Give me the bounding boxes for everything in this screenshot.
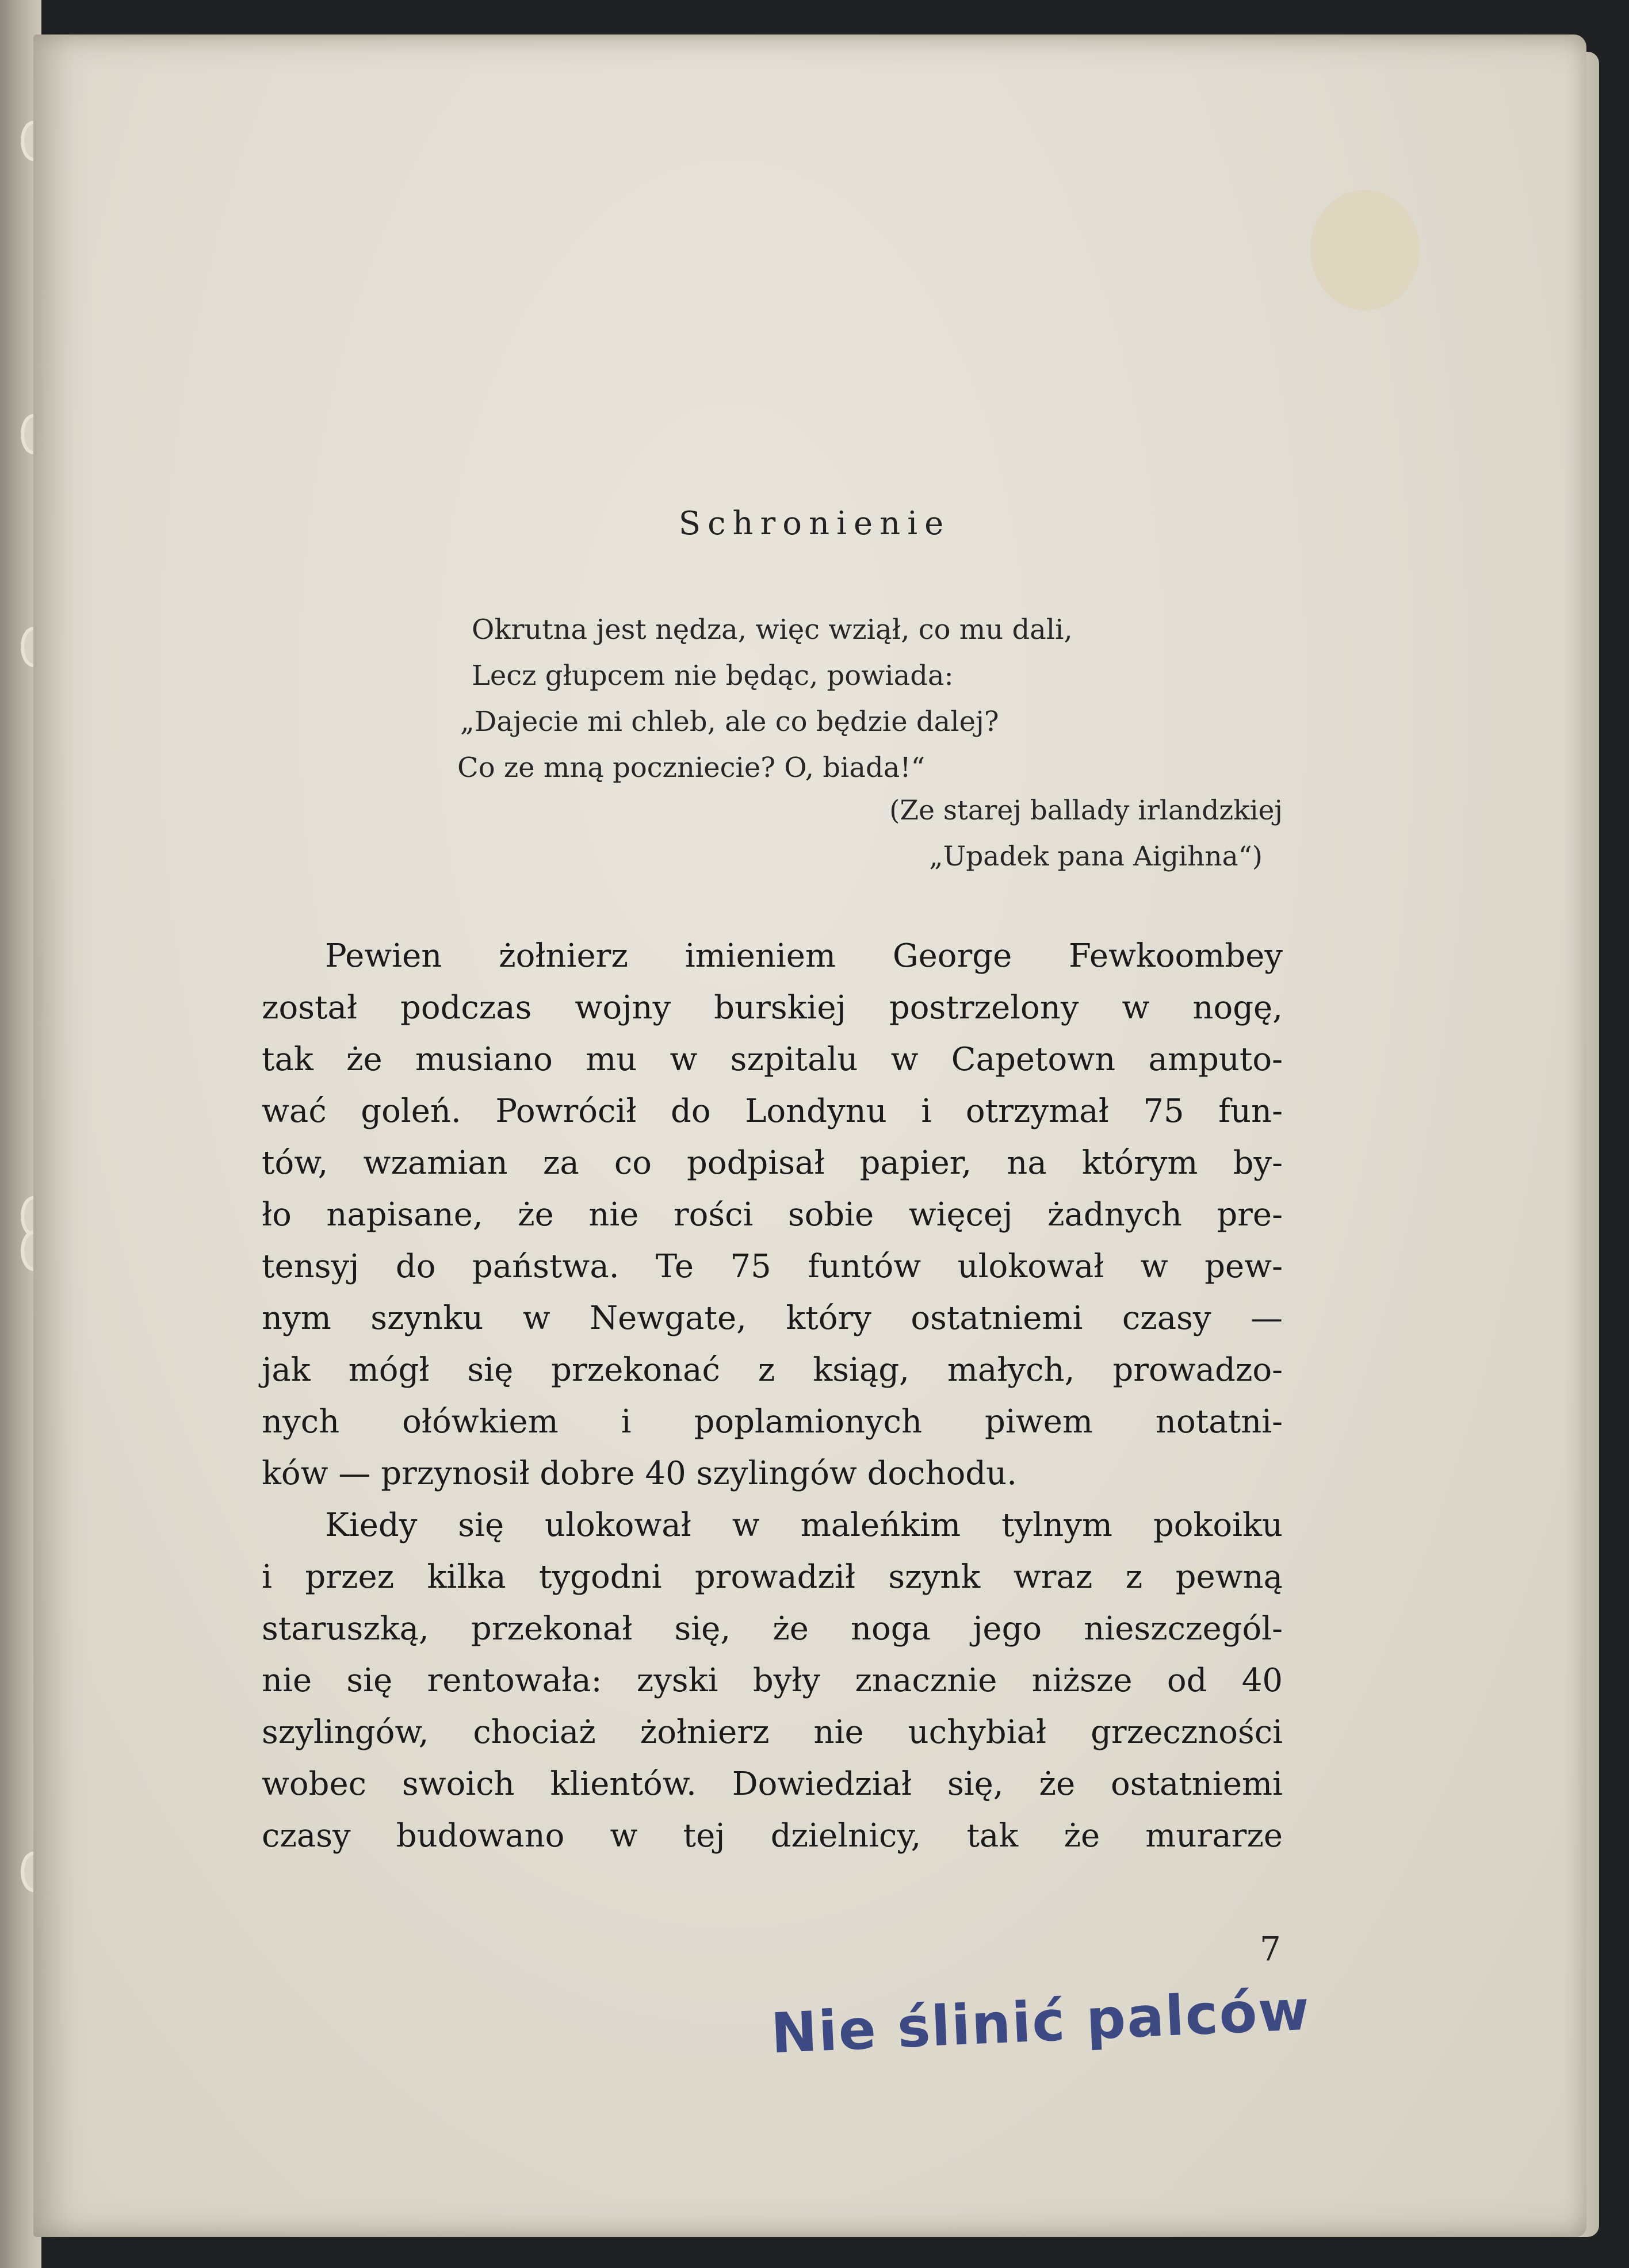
text-line: Kiedy się ulokował w maleńkim tylnym pokoiku (325, 1507, 1283, 1544)
paragraph (262, 1500, 1283, 1862)
text-line: tak że musiano mu w szpitalu w Capetown amputo- (262, 1041, 1283, 1078)
epigraph-line: Okrutna jest nędza, więc wziął, co mu dali, (472, 614, 1073, 646)
page-number: 7 (1260, 1929, 1281, 1968)
text-line: wać goleń. Powrócił do Londynu i otrzymał 75 fun- (262, 1093, 1283, 1130)
epigraph-source-line: „Upadek pana Aigihna“) (929, 841, 1263, 872)
text-line: ków — przynosił dobre 40 szylingów dochodu. (262, 1455, 1017, 1492)
epigraph (449, 607, 1283, 791)
text-line: nych ołówkiem i poplamionych piwem notatni- (262, 1403, 1283, 1441)
text-line: tensyj do państwa. Te 75 funtów ulokował w pew- (262, 1248, 1283, 1285)
epigraph-source (794, 788, 1283, 880)
epigraph-source-line: (Ze starej ballady irlandzkiej (889, 795, 1283, 826)
ink-stamp: Nie ślinić palców (770, 1978, 1312, 2066)
chapter-title: Schronienie (678, 505, 951, 542)
text-line: czasy budowano w tej dzielnicy, tak że murarze (262, 1817, 1283, 1855)
text-line: i przez kilka tygodni prowadził szynk wraz z pewną (262, 1558, 1283, 1596)
text-line: jak mógł się przekonać z ksiąg, małych, prowadzo- (262, 1351, 1283, 1389)
text-line: ło napisane, że nie rości sobie więcej żadnych pre- (262, 1196, 1283, 1233)
text-line: tów, wzamian za co podpisał papier, na którym by- (262, 1144, 1283, 1182)
epigraph-line: „Dajecie mi chleb, ale co będzie dalej? (460, 706, 999, 738)
text-line: Pewien żołnierz imieniem George Fewkoombey (325, 937, 1283, 975)
epigraph-line: Co ze mną poczniecie? O, biada!“ (457, 752, 926, 784)
text-line: staruszką, przekonał się, że noga jego nieszczegól- (262, 1610, 1283, 1648)
paragraph (262, 930, 1283, 1500)
text-line: szylingów, chociaż żołnierz nie uchybiał grzeczności (262, 1714, 1283, 1751)
paper-stain (1310, 190, 1420, 311)
epigraph-line: Lecz głupcem nie będąc, powiada: (472, 660, 954, 692)
text-line: nym szynku w Newgate, który ostatniemi czasy — (262, 1300, 1283, 1337)
text-line: został podczas wojny burskiej postrzelony w nogę, (262, 989, 1283, 1026)
text-line: nie się rentowała: zyski były znacznie niższe od 40 (262, 1662, 1283, 1699)
text-line: wobec swoich klientów. Dowiedział się, że ostatniemi (262, 1765, 1283, 1803)
body-text (262, 930, 1283, 1862)
